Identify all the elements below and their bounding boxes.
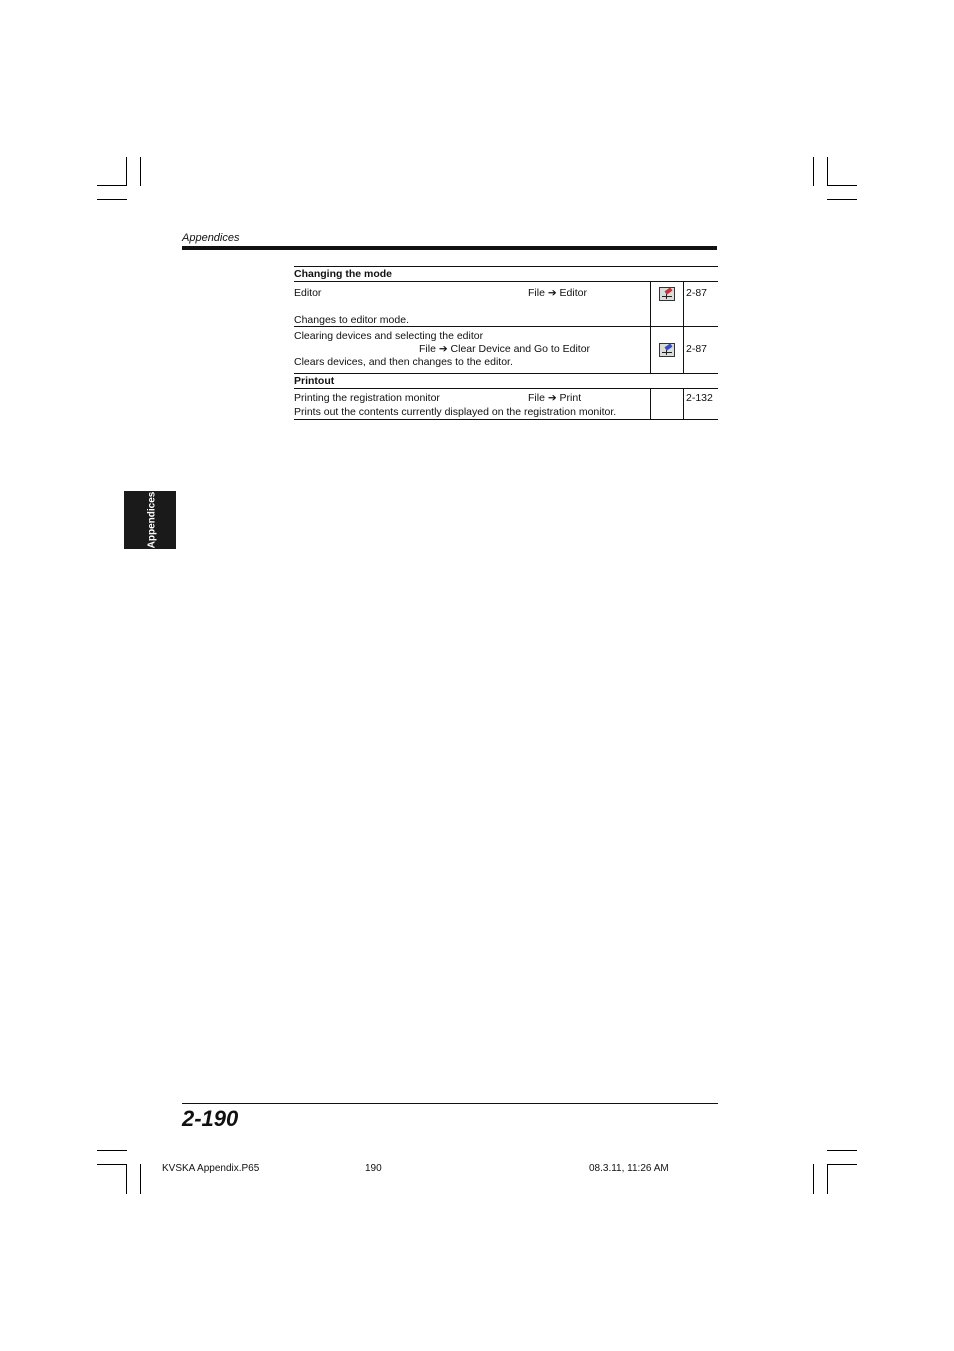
crop-mark	[97, 1150, 127, 1151]
crop-mark	[140, 1164, 141, 1194]
crop-mark	[97, 185, 127, 186]
crop-mark	[827, 157, 828, 186]
function-description: Changes to editor mode.	[294, 314, 409, 326]
crop-mark	[827, 199, 857, 200]
crop-mark	[126, 157, 127, 186]
running-head: Appendices	[182, 232, 240, 244]
footer-rule	[182, 1103, 718, 1104]
crop-mark	[827, 185, 857, 186]
crop-mark	[97, 199, 127, 200]
side-tab-label: Appendices	[146, 491, 158, 549]
menu-path: File ➔ Clear Device and Go to Editor	[419, 343, 591, 355]
page-reference: 2-87	[686, 343, 708, 355]
header-rule	[182, 246, 717, 250]
page-number: 2-190	[182, 1106, 239, 1131]
table-row	[294, 326, 718, 373]
crop-mark	[813, 1164, 814, 1194]
page-reference: 2-132	[686, 392, 713, 404]
table-row	[294, 281, 718, 326]
slug-date: 08.3.11, 11:26 AM	[589, 1163, 669, 1174]
function-description: Clears devices, and then changes to the editor.	[294, 356, 513, 368]
section-header-changing-mode: Changing the mode	[294, 266, 718, 281]
table-row	[294, 388, 718, 420]
crop-mark	[97, 1164, 127, 1165]
slug-page: 190	[365, 1163, 382, 1174]
crop-mark	[813, 157, 814, 186]
function-description: Prints out the contents currently displayed on the registration monitor.	[294, 406, 617, 418]
function-name: Clearing devices and selecting the editor	[294, 330, 484, 342]
function-table	[294, 266, 718, 420]
icon-cell	[650, 389, 684, 419]
section-header-printout: Printout	[294, 373, 718, 388]
function-name: Printing the registration monitor	[294, 392, 440, 404]
slug-file: KVSKA Appendix.P65	[162, 1163, 260, 1174]
crop-mark	[827, 1150, 857, 1151]
editor-toolbar-icon	[659, 343, 675, 357]
page-reference: 2-87	[686, 287, 708, 299]
function-name: Editor	[294, 287, 322, 299]
crop-mark	[827, 1164, 857, 1165]
icon-cell	[650, 327, 684, 373]
crop-mark	[140, 157, 141, 186]
crop-mark	[126, 1164, 127, 1194]
menu-path: File ➔ Editor	[528, 287, 587, 299]
icon-cell	[650, 282, 684, 326]
editor-toolbar-icon	[659, 287, 675, 301]
menu-path: File ➔ Print	[528, 392, 582, 404]
crop-mark	[827, 1164, 828, 1194]
